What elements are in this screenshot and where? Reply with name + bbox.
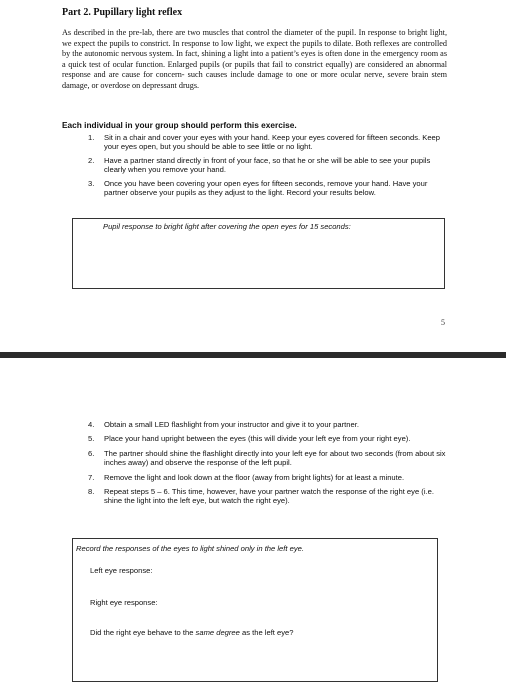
page-number: 5 [441, 318, 445, 327]
eye-response-answer-box[interactable] [72, 538, 438, 682]
page-divider [0, 352, 506, 358]
steps-list-first [88, 133, 448, 201]
step-number: 2. [88, 155, 95, 165]
steps-list-second [88, 420, 448, 511]
step-item [88, 434, 448, 443]
step-text: Obtain a small LED flashlight from your instructor and give it to your partner. [104, 420, 359, 429]
answer-box-title: Record the responses of the eyes to light shined only in the left eye. [76, 544, 304, 553]
step-text: Once you have been covering your open eyes for fifteen seconds, remove your hand. Have your partner observe your pupils as they adjust to the light. Record your results below. [104, 178, 428, 198]
step-item [88, 420, 448, 429]
question-text-end: as the left eye? [239, 628, 294, 637]
step-text: Sit in a chair and cover your eyes with your hand. Keep your eyes covered for fifteen seconds. Keep your eyes open, but you should be able to see little or no light. [104, 133, 441, 152]
pupil-response-answer-box[interactable] [72, 218, 445, 289]
question-emphasis: same degree [195, 628, 240, 637]
step-item [88, 179, 448, 198]
step-item [88, 487, 448, 506]
step-item [88, 473, 448, 482]
step-item [88, 156, 448, 175]
group-instruction: Each individual in your group should perform this exercise. [62, 120, 297, 130]
same-degree-question [90, 628, 294, 637]
step-number: 1. [88, 133, 95, 142]
step-text: Place your hand upright between the eyes (this will divide your left eye from your right eye). [104, 434, 411, 444]
step-text: The partner should shine the flashlight directly into your left eye for about two seconds (from about six inches away) and observe the response of the left pupil. [104, 448, 446, 468]
step-number: 7. [88, 472, 95, 482]
step-number: 6. [88, 448, 95, 458]
step-text: Remove the light and look down at the floor (away from bright lights) for at least a minute. [104, 472, 405, 482]
intro-paragraph: As described in the pre-lab, there are two muscles that control the diameter of the pupil. In response to bright light, we expect the pupils to constrict. In response to low light, we expect the pupils to dilate. Both reflexes are controlled by the autonomic nervous system. In fact, shining a light into a patient’s eyes is often done in the emergency room as a quick test of ocular function. Enlarged pupils (or pupils that fail to constrict equally) are considered an abnormal response and are cause for concern- such causes include damage to one or more ocular nerve, severe brain stem damage, or overdose on depressant drugs. [62, 28, 447, 90]
left-eye-response-label: Left eye response: [90, 566, 153, 575]
question-text-start: Did the right eye behave to the [90, 628, 196, 637]
step-text: Repeat steps 5 – 6. This time, however, have your partner watch the response of the right eye (i.e. shine the light into the left eye, but watch the right eye). [104, 487, 434, 506]
section-heading: Part 2. Pupillary light reflex [62, 7, 183, 18]
step-item [88, 133, 448, 152]
step-number: 8. [88, 487, 95, 497]
answer-box-caption: Pupil response to bright light after covering the open eyes for 15 seconds: [103, 222, 351, 231]
right-eye-response-label: Right eye response: [90, 598, 158, 607]
step-item [88, 449, 448, 468]
step-number: 3. [88, 178, 95, 188]
step-number: 4. [88, 420, 95, 429]
step-text: Have a partner stand directly in front of your face, so that he or she will be able to see your pupils clearly when you remove your hand. [104, 155, 431, 175]
step-number: 5. [88, 434, 95, 444]
